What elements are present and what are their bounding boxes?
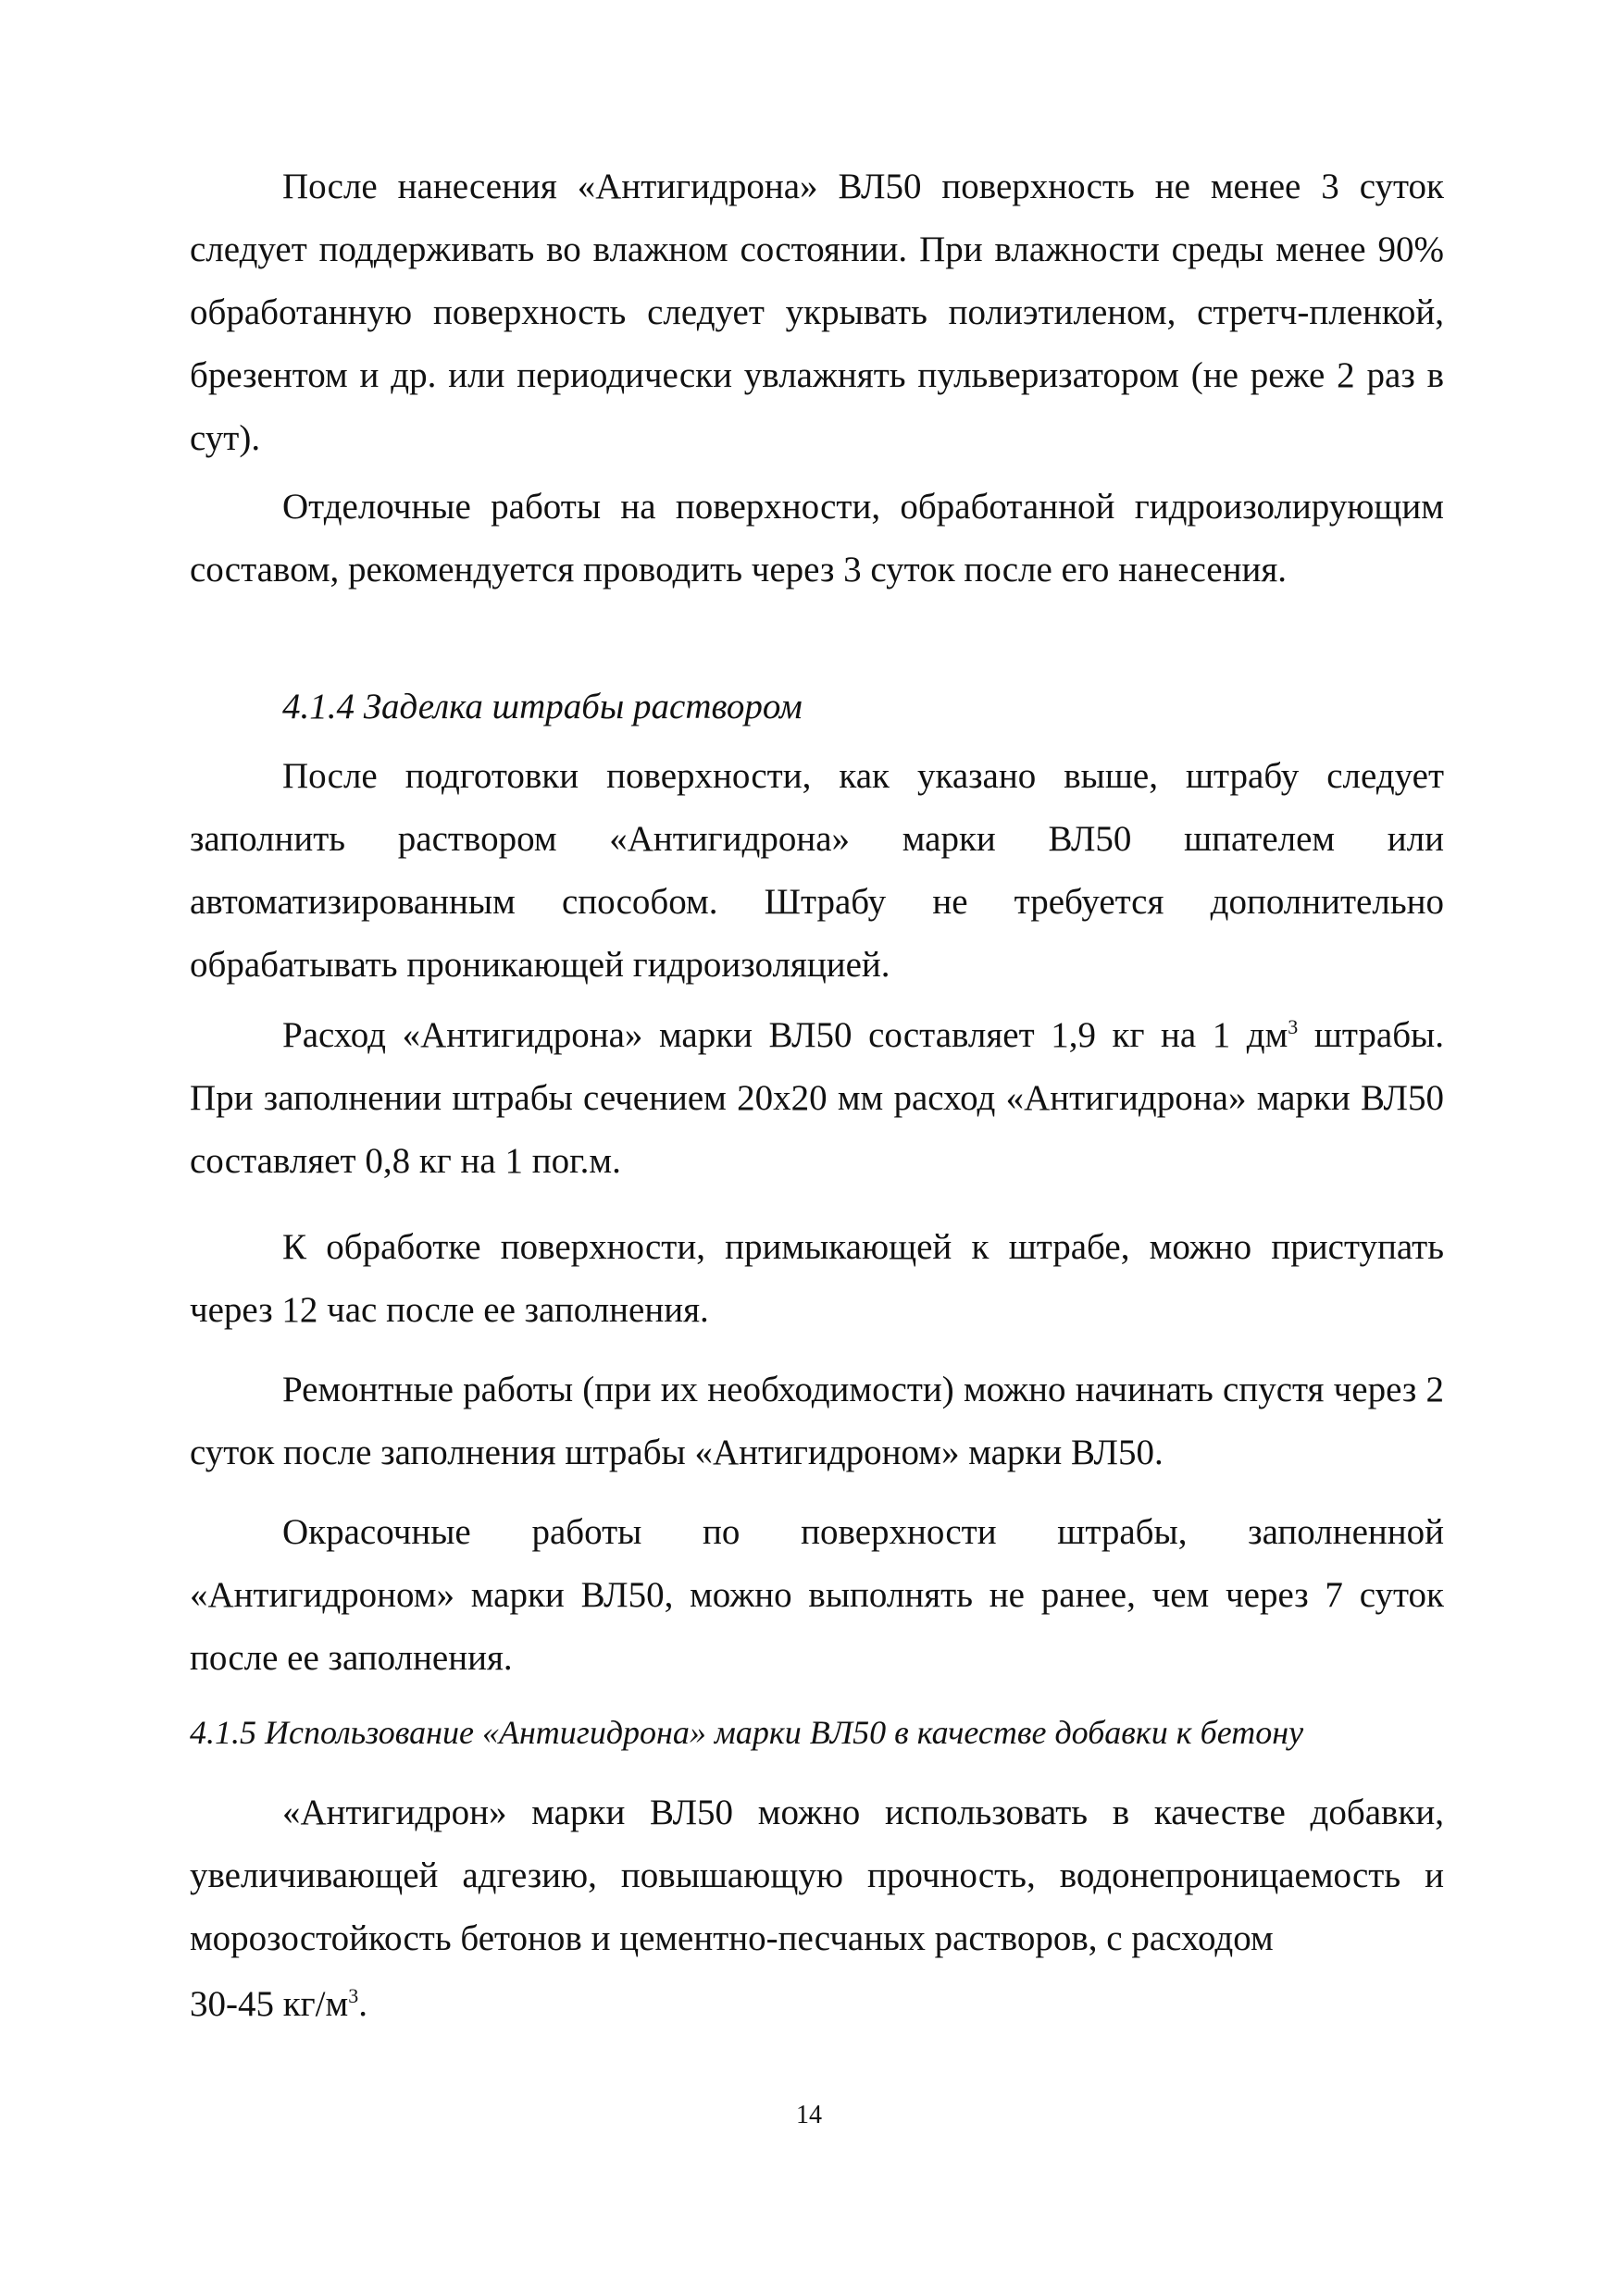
section-heading-4-1-5: 4.1.5 Использование «Антигидрона» марки ВЛ50 в качестве добавки к бетону — [190, 1714, 1304, 1751]
paragraph-consumption-rate: 30-45 $кг/м^3$. — [190, 1984, 367, 2024]
paragraph-painting: Окрасочные работы по поверхности штрабы, заполненной «Антигидроном» марки ВЛ50, можно выполнять не ранее, чем через 7 суток после ее заполнения. — [190, 1512, 1444, 1678]
paragraph-adjacent-surface: К обработке поверхности, примыкающей к штрабе, можно приступать через 12 час после ее заполнения. — [190, 1227, 1444, 1330]
paragraph-drying: После нанесения «Антигидрона» ВЛ50 поверхность не менее 3 суток следует поддерживать во влажном состоянии. При влажности среды менее 90% обработанную поверхность следует укрывать полиэтиленом, стретч-пленкой, брезентом и др. или периодически увлажнять пульверизатором (не реже 2 раз в сут). — [190, 167, 1444, 458]
paragraph-concrete-additive: «Антигидрон» марки ВЛ50 можно использовать в качестве добавки, увеличивающей адгезию, повышающую прочность, водонепроницаемость и морозостойкость бетонов и цементно-песчаных растворов, с расходом — [190, 1793, 1444, 1958]
section-heading-4-1-4: 4.1.4 Заделка штрабы раствором — [282, 687, 803, 726]
paragraph-finishing: Отделочные работы на поверхности, обработанной гидроизолирующим составом, рекомендуется проводить через 3 суток после его нанесения. — [190, 487, 1444, 590]
paragraph-consumption: Расход «Антигидрона» марки ВЛ50 составляет 1,9 кг на 1 $дм^3$ штрабы. При заполнении штрабы сечением 20х20 мм расход «Антигидрона» марки ВЛ50 составляет 0,8 кг на 1 пог.м. — [190, 1015, 1444, 1181]
paragraph-groove-fill: После подготовки поверхности, как указано выше, штрабу следует заполнить раствором «Антигидрона» марки ВЛ50 шпателем или автоматизированным способом. Штрабу не требуется дополнительно обрабатывать проникающей гидроизоляцией. — [190, 756, 1444, 985]
paragraph-repair: Ремонтные работы (при их необходимости) можно начинать спустя через 2 суток после заполнения штрабы «Антигидроном» марки ВЛ50. — [190, 1370, 1444, 1472]
page-number: 14 — [796, 2101, 822, 2129]
